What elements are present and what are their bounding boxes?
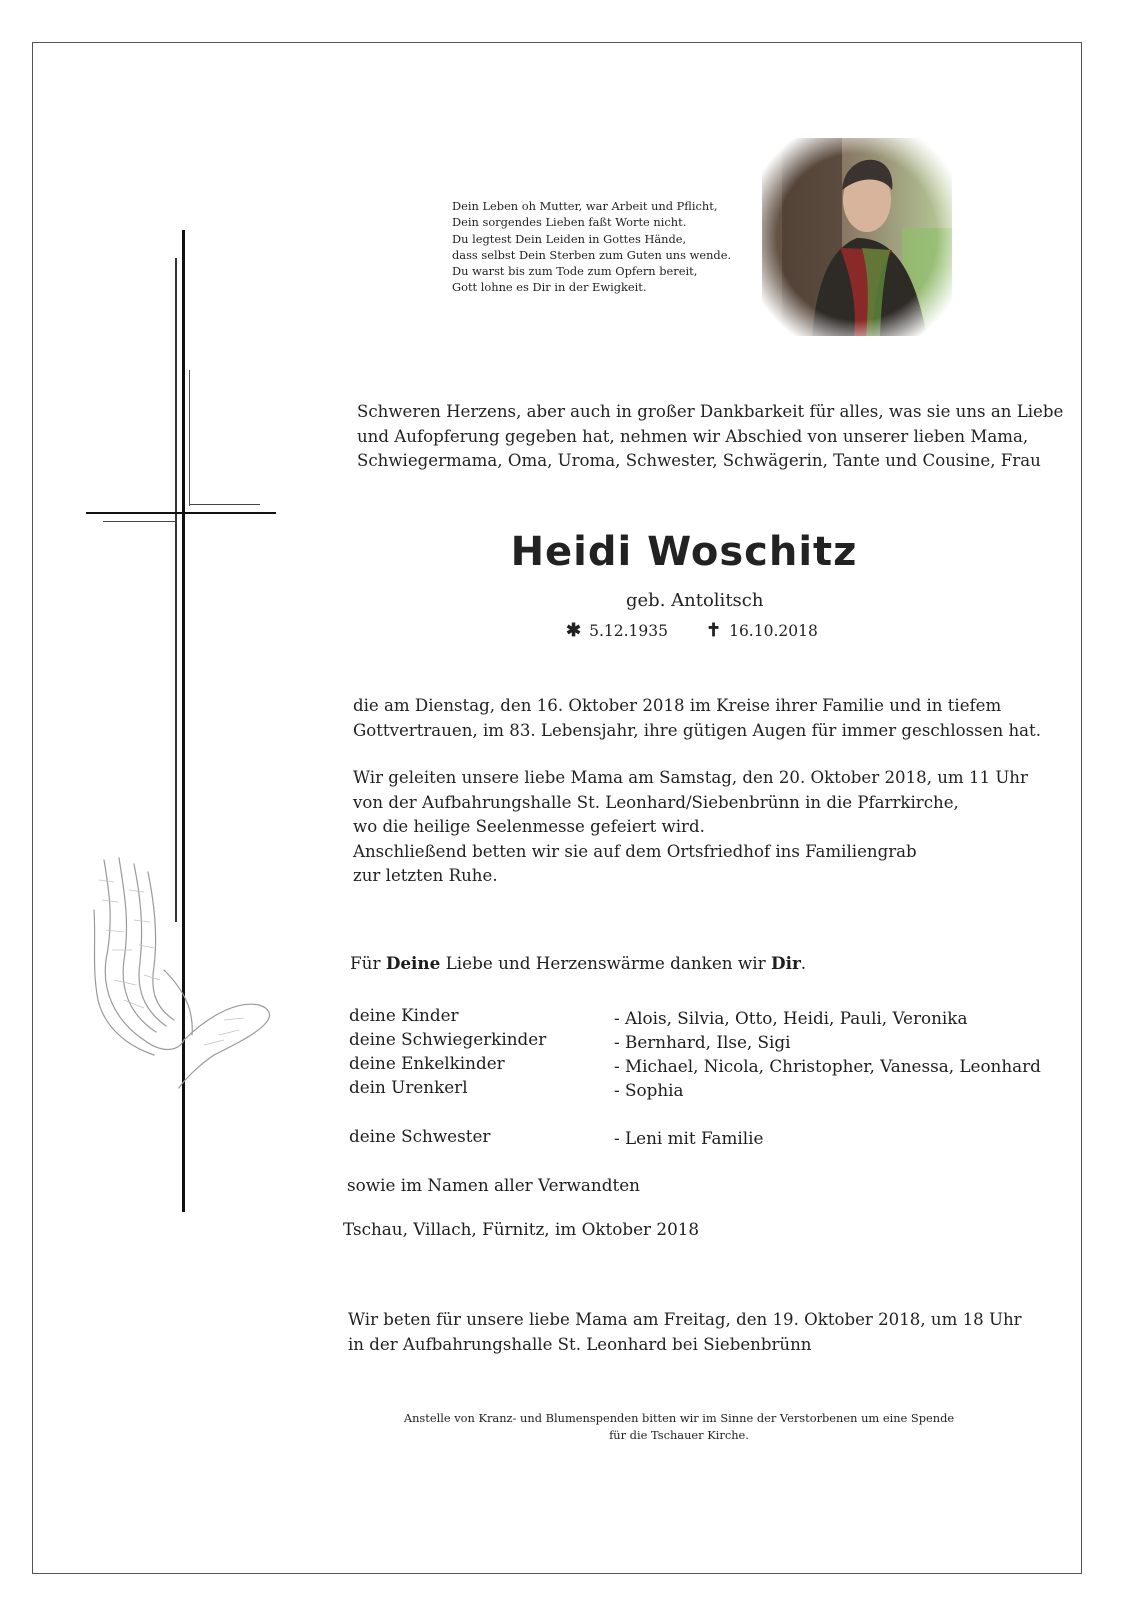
intro-text <box>357 400 1063 474</box>
thanks-bold: Deine <box>385 953 441 973</box>
thanks-line <box>350 953 806 973</box>
poem <box>452 198 731 296</box>
prayer-line: Wir beten für unsere liebe Mama am Freitag, den 19. Oktober 2018, um 18 Uhr <box>348 1310 1022 1329</box>
life-dates <box>566 620 818 641</box>
passing-line: Gottvertrauen, im 83. Lebensjahr, ihre gütigen Augen für immer geschlossen hat. <box>353 720 1041 740</box>
thanks-text: Liebe und Herzenswärme danken wir <box>440 953 772 973</box>
thanks-bold: Dir <box>771 953 801 973</box>
funeral-line: Wir geleiten unsere liebe Mama am Samstag, den 20. Oktober 2018, um 11 Uhr <box>353 768 1028 787</box>
portrait-photo <box>762 138 952 336</box>
place-date: Tschau, Villach, Fürnitz, im Oktober 2018 <box>343 1219 700 1239</box>
death-cross-icon: ✝ <box>705 620 722 641</box>
birth-date: 5.12.1935 <box>589 622 668 640</box>
poem-line: Dein sorgendes Lieben faßt Worte nicht. <box>452 215 687 230</box>
family-names: - Alois, Silvia, Otto, Heidi, Pauli, Veronika <box>614 1008 968 1028</box>
poem-line: Gott lohne es Dir in der Ewigkeit. <box>452 280 647 295</box>
deceased-name: Heidi Woschitz <box>510 529 858 575</box>
thanks-text: Für <box>350 953 386 973</box>
footer-line: für die Tschauer Kirche. <box>609 1427 749 1442</box>
prayer-text <box>348 1308 1022 1357</box>
thanks-text: . <box>800 953 807 973</box>
poem-line: Dein Leben oh Mutter, war Arbeit und Pflicht, <box>452 199 718 213</box>
praying-hands-icon <box>84 850 284 1090</box>
funeral-line: von der Aufbahrungshalle St. Leonhard/Siebenbrünn in die Pfarrkirche, <box>353 792 959 812</box>
funeral-text <box>353 766 1028 889</box>
footer-line: Anstelle von Kranz- und Blumenspenden bitten wir im Sinne der Verstorbenen um eine Spende <box>403 1411 955 1425</box>
family-label: deine Schwester <box>349 1126 491 1146</box>
intro-line: und Aufopferung gegeben hat, nehmen wir Abschied von unserer lieben Mama, <box>357 426 1029 446</box>
family-label: deine Enkelkinder <box>349 1053 505 1073</box>
poem-line: Du warst bis zum Tode zum Opfern bereit, <box>452 264 698 279</box>
family-label: deine Kinder <box>349 1005 459 1025</box>
passing-text <box>353 694 1041 743</box>
funeral-line: zur letzten Ruhe. <box>353 866 498 886</box>
family-label: dein Urenkerl <box>349 1077 468 1097</box>
relatives-text: sowie im Namen aller Verwandten <box>347 1175 640 1195</box>
family-names: - Michael, Nicola, Christopher, Vanessa, Leonhard <box>614 1056 1041 1076</box>
poem-line: dass selbst Dein Sterben zum Guten uns wende. <box>452 247 732 262</box>
footer-note <box>0 1410 1132 1443</box>
prayer-line: in der Aufbahrungshalle St. Leonhard bei Siebenbrünn <box>348 1334 812 1354</box>
intro-line: Schwiegermama, Oma, Uroma, Schwester, Schwägerin, Tante und Cousine, Frau <box>357 451 1041 471</box>
birth-star-icon: ✱ <box>566 620 582 641</box>
passing-line: die am Dienstag, den 16. Oktober 2018 im Kreise ihrer Familie und in tiefem <box>353 696 1002 715</box>
funeral-line: wo die heilige Seelenmesse gefeiert wird. <box>353 817 705 837</box>
poem-line: Du legtest Dein Leiden in Gottes Hände, <box>452 231 687 246</box>
intro-line: Schweren Herzens, aber auch in großer Dankbarkeit für alles, was sie uns an Liebe <box>357 402 1064 421</box>
family-names: - Sophia <box>614 1080 684 1100</box>
family-label: deine Schwiegerkinder <box>349 1029 547 1049</box>
family-names: - Bernhard, Ilse, Sigi <box>614 1032 791 1052</box>
family-names: - Leni mit Familie <box>614 1128 764 1148</box>
funeral-line: Anschließend betten wir sie auf dem Ortsfriedhof ins Familiengrab <box>353 841 917 861</box>
maiden-name: geb. Antolitsch <box>626 590 764 611</box>
death-date: 16.10.2018 <box>729 622 818 640</box>
